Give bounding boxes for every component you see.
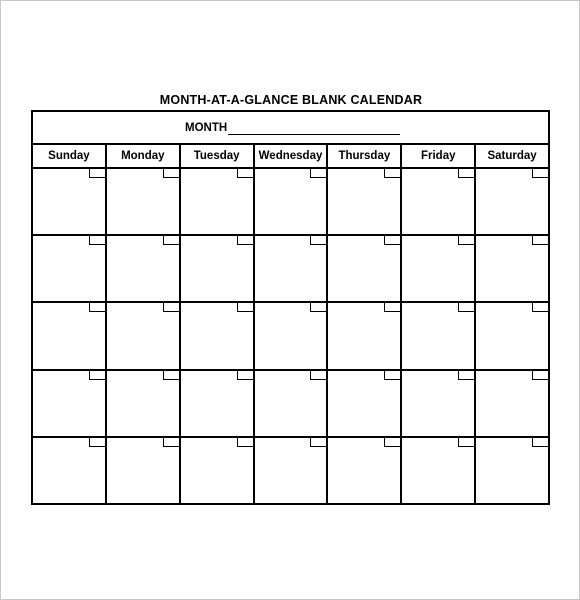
day-cell[interactable] [476, 169, 548, 234]
date-number-box[interactable] [384, 236, 400, 245]
week-row [33, 303, 548, 370]
week-row [33, 236, 548, 303]
day-cell[interactable] [107, 303, 181, 368]
day-cell[interactable] [181, 236, 255, 301]
date-number-box[interactable] [458, 371, 474, 380]
date-number-box[interactable] [237, 169, 253, 178]
date-number-box[interactable] [532, 303, 548, 312]
day-cell[interactable] [107, 236, 181, 301]
date-number-box[interactable] [163, 371, 179, 380]
date-number-box[interactable] [458, 303, 474, 312]
month-label: MONTH [185, 122, 228, 134]
day-cell[interactable] [33, 438, 107, 503]
calendar-title: MONTH-AT-A-GLANCE BLANK CALENDAR [159, 93, 423, 107]
week-row [33, 371, 548, 438]
day-cell[interactable] [107, 438, 181, 503]
day-cell[interactable] [328, 169, 402, 234]
date-number-box[interactable] [532, 236, 548, 245]
calendar-grid [31, 110, 550, 505]
day-cell[interactable] [107, 169, 181, 234]
day-cell[interactable] [33, 169, 107, 234]
date-number-box[interactable] [163, 169, 179, 178]
day-cell[interactable] [476, 303, 548, 368]
day-cell[interactable] [33, 303, 107, 368]
date-number-box[interactable] [310, 236, 326, 245]
date-number-box[interactable] [237, 303, 253, 312]
date-number-box[interactable] [237, 438, 253, 447]
day-cell[interactable] [181, 169, 255, 234]
date-number-box[interactable] [384, 169, 400, 178]
day-cell[interactable] [255, 303, 329, 368]
date-number-box[interactable] [310, 438, 326, 447]
day-cell[interactable] [402, 371, 476, 436]
month-row [33, 112, 548, 145]
date-number-box[interactable] [163, 438, 179, 447]
day-cell[interactable] [328, 236, 402, 301]
weekday-header-monday: Monday [107, 145, 181, 167]
date-number-box[interactable] [384, 303, 400, 312]
day-cell[interactable] [255, 236, 329, 301]
date-number-box[interactable] [89, 169, 105, 178]
day-cell[interactable] [402, 169, 476, 234]
month-blank-line [228, 134, 400, 135]
day-cell[interactable] [181, 438, 255, 503]
day-cell[interactable] [181, 371, 255, 436]
date-number-box[interactable] [89, 236, 105, 245]
date-number-box[interactable] [310, 303, 326, 312]
date-number-box[interactable] [532, 371, 548, 380]
date-number-box[interactable] [384, 438, 400, 447]
date-number-box[interactable] [89, 438, 105, 447]
date-number-box[interactable] [237, 236, 253, 245]
day-cell[interactable] [402, 303, 476, 368]
date-number-box[interactable] [458, 169, 474, 178]
day-cell[interactable] [255, 438, 329, 503]
weekday-header-row [33, 145, 548, 169]
day-cell[interactable] [402, 438, 476, 503]
day-cell[interactable] [255, 169, 329, 234]
date-number-box[interactable] [163, 236, 179, 245]
date-number-box[interactable] [384, 371, 400, 380]
date-number-box[interactable] [310, 169, 326, 178]
day-cell[interactable] [328, 438, 402, 503]
date-number-box[interactable] [89, 303, 105, 312]
date-number-box[interactable] [310, 371, 326, 380]
day-cell[interactable] [476, 236, 548, 301]
weekday-header-sunday: Sunday [33, 145, 107, 167]
date-number-box[interactable] [237, 371, 253, 380]
date-number-box[interactable] [532, 438, 548, 447]
day-cell[interactable] [328, 303, 402, 368]
date-number-box[interactable] [89, 371, 105, 380]
day-cell[interactable] [402, 236, 476, 301]
week-row [33, 169, 548, 236]
date-number-box[interactable] [458, 236, 474, 245]
weekday-header-friday: Friday [402, 145, 476, 167]
weekday-header-saturday: Saturday [487, 150, 537, 162]
date-number-box[interactable] [532, 169, 548, 178]
day-cell[interactable] [476, 438, 548, 503]
weekday-header-wednesday: Wednesday [255, 145, 329, 167]
day-cell[interactable] [476, 371, 548, 436]
date-number-box[interactable] [163, 303, 179, 312]
weeks-container [33, 169, 548, 503]
weekday-header-thursday: Thursday [328, 145, 402, 167]
day-cell[interactable] [328, 371, 402, 436]
week-row [33, 438, 548, 503]
date-number-box[interactable] [458, 438, 474, 447]
day-cell[interactable] [255, 371, 329, 436]
day-cell[interactable] [33, 371, 107, 436]
day-cell[interactable] [33, 236, 107, 301]
day-cell[interactable] [107, 371, 181, 436]
day-cell[interactable] [181, 303, 255, 368]
weekday-header-tuesday: Tuesday [181, 145, 255, 167]
